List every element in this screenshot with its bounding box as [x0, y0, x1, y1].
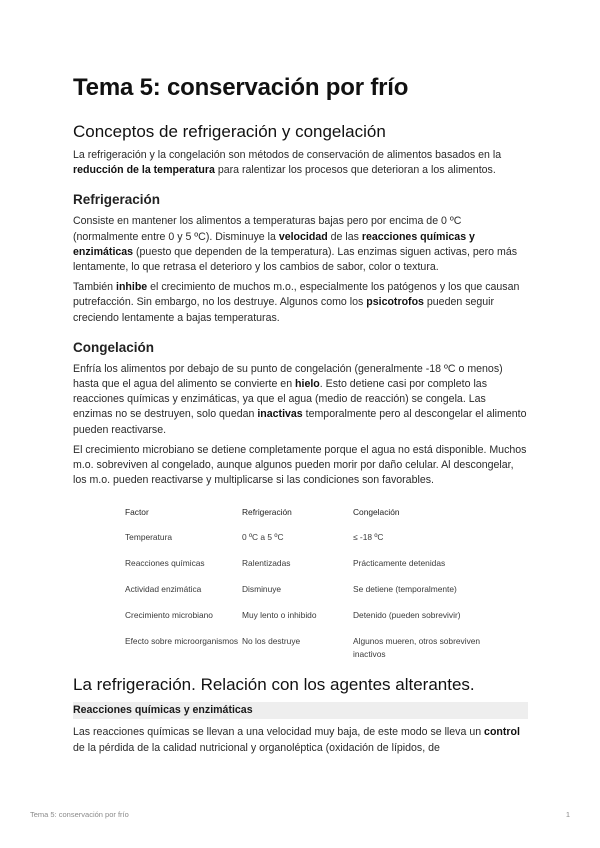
subheading-congelacion: Congelación [73, 339, 155, 355]
text: Las reacciones químicas se llevan a una velocidad muy baja, de este modo se lleva un [73, 726, 485, 739]
refrigeracion-paragraph-2 [73, 280, 528, 326]
table-cell: Muy lento o inhibido [242, 610, 317, 621]
table-cell: Disminuye [242, 584, 282, 595]
bold-text: reducción de la temperatura [73, 164, 215, 177]
table-cell: Temperatura [125, 532, 173, 543]
bold-text: psicotrofos [366, 296, 424, 309]
reacciones-paragraph [73, 725, 528, 755]
table-header-row [125, 507, 483, 531]
footer-title: Tema 5: conservación por frío [30, 810, 129, 819]
text: para ralentizar los procesos que deterioran a los alimentos. [214, 164, 496, 177]
table-row [125, 609, 483, 635]
text: el crecimiento de muchos m.o., especialmente los patógenos y los que causan putrefacción. Sin embargo, no los destruye. Algunos como los [73, 281, 520, 309]
table-cell: Ralentizadas [242, 558, 291, 569]
table-header: Factor [125, 507, 149, 518]
text: de las [327, 230, 362, 243]
document-page [73, 72, 528, 756]
bold-text: reacciones químicas y enzimáticas [73, 230, 475, 258]
page-title: Tema 5: conservación por frío [73, 74, 409, 101]
section-heading-relacion: La refrigeración. Relación con los agentes alterantes. [73, 675, 475, 695]
table-row [125, 531, 483, 557]
table-cell: Algunos mueren, otros sobreviven inactivos [353, 636, 481, 659]
text: de la pérdida de la calidad nutricional y organoléptica (oxidación de lípidos, de [73, 741, 440, 754]
text: temporalmente pero al descongelar el alimento pueden reactivarse. [73, 408, 527, 436]
table-row [125, 635, 483, 660]
table-cell: No los destruye [242, 636, 301, 647]
subheading-reacciones: Reacciones químicas y enzimáticas [73, 704, 253, 717]
comparison-table [125, 507, 483, 660]
bold-text: control [484, 726, 520, 739]
table-cell: Efecto sobre microorganismos [125, 636, 239, 647]
page-number: 1 [565, 810, 570, 819]
text: (puesto que dependen de la temperatura). Las enzimas siguen activas, pero más lentamente, lo que retrasa el deterioro y los cambios de sabor, color o textura. [73, 245, 518, 274]
text: También [73, 281, 116, 294]
bold-text: hielo [295, 378, 320, 391]
bold-text: inhibe [116, 281, 148, 294]
table-row [125, 583, 483, 609]
table-cell: Crecimiento microbiano [125, 610, 213, 621]
bold-text: inactivas [257, 408, 303, 421]
subheading-refrigeracion: Refrigeración [73, 192, 161, 208]
congelacion-paragraph-1 [73, 362, 528, 438]
table-cell: Se detiene (temporalmente) [353, 584, 457, 595]
table-cell: Detenido (pueden sobrevivir) [353, 610, 461, 621]
text: . Esto detiene casi por completo las reacciones químicas y enzimáticas, ya que el agua (medio de reacción) se congela. Las enzimas no se destruyen, solo quedan [73, 378, 487, 421]
refrigeracion-paragraph-1 [73, 214, 528, 275]
table-cell: ≤ -18 ºC [353, 532, 384, 543]
subheading-bar [73, 702, 528, 719]
table-header: Congelación [353, 507, 400, 518]
table-cell: Actividad enzimática [125, 584, 202, 595]
congelacion-paragraph-2: El crecimiento microbiano se detiene completamente porque el agua no está disponible. Muchos m.o. sobreviven al congelado, aunque algunos pueden morir por daño celular. Al descongelar, los m.o. pueden reactivarse y multiplicarse si las condiciones son favorables. [73, 443, 527, 487]
table-row [125, 557, 483, 583]
text: Consiste en mantener los alimentos a temperaturas bajas pero por encima de 0 ºC (normalmente entre 0 y 5 ºC). Disminuye la [73, 215, 462, 243]
intro-paragraph [73, 148, 528, 178]
table-header: Refrigeración [242, 507, 292, 518]
text: pueden seguir creciendo lentamente a bajas temperaturas. [73, 296, 495, 324]
table-cell: 0 ºC a 5 ºC [242, 532, 284, 543]
table-cell: Prácticamente detenidas [353, 558, 446, 569]
section-heading-conceptos: Conceptos de refrigeración y congelación [73, 122, 386, 141]
table-cell: Reacciones químicas [125, 558, 205, 569]
bold-text: velocidad [278, 230, 328, 243]
text: Enfría los alimentos por debajo de su punto de congelación (generalmente -18 ºC o menos) hasta que el agua del alimento se convierte en [73, 362, 503, 391]
text: La refrigeración y la congelación son métodos de conservación de alimentos basados en la [73, 149, 502, 161]
